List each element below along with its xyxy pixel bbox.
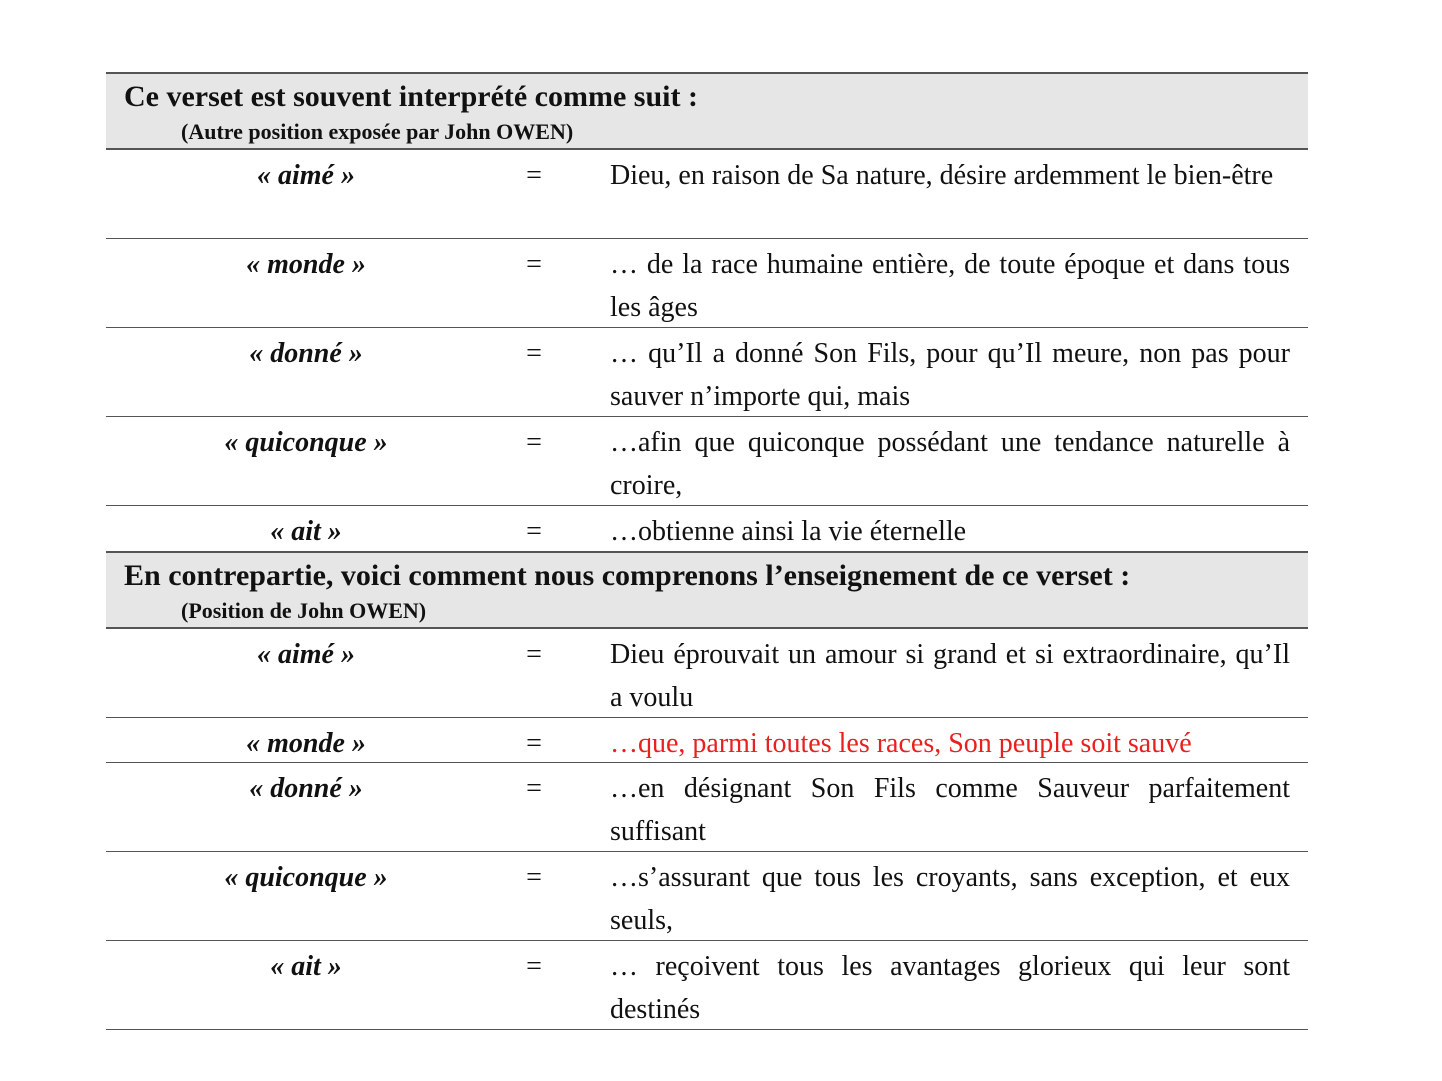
definition-cell: Dieu éprouvait un amour si grand et si extraordinaire, qu’Il a voulu (610, 639, 1290, 713)
term-cell: « aimé » (257, 160, 355, 191)
table-row (106, 417, 1308, 506)
equals-sign: = (526, 728, 542, 759)
section-subtitle: (Autre position exposée par John OWEN) (181, 119, 574, 144)
table-row (106, 718, 1308, 763)
equals-sign: = (526, 516, 542, 547)
term-cell: « donné » (249, 338, 363, 369)
section-title: Ce verset est souvent interprété comme suit : (124, 80, 698, 113)
table-row (106, 150, 1308, 239)
section-header-2 (106, 551, 1308, 629)
definition-cell: …afin que quiconque possédant une tendance naturelle à croire, (610, 427, 1290, 501)
term-cell: « aimé » (257, 639, 355, 670)
definition-cell: … qu’Il a donné Son Fils, pour qu’Il meure, non pas pour sauver n’importe qui, mais (610, 338, 1290, 412)
highlighted-definition-cell: …que, parmi toutes les races, Son peuple soit sauvé (610, 728, 1192, 759)
term-cell: « ait » (270, 951, 342, 982)
term-cell: « monde » (246, 728, 366, 759)
table-row (106, 629, 1308, 718)
section-header-1 (106, 72, 1308, 150)
section-subtitle: (Position de John OWEN) (181, 598, 427, 623)
table-row (106, 941, 1308, 1030)
term-cell: « quiconque » (224, 862, 388, 893)
equals-sign: = (526, 862, 542, 893)
equals-sign: = (526, 338, 542, 369)
definition-cell: … reçoivent tous les avantages glorieux qui leur sont destinés (610, 951, 1290, 1025)
equals-sign: = (526, 773, 542, 804)
definition-cell: …obtienne ainsi la vie éternelle (610, 516, 967, 547)
table-row (106, 763, 1308, 852)
definition-cell: Dieu, en raison de Sa nature, désire ardemment le bien-être (610, 160, 1274, 191)
definition-cell: …s’assurant que tous les croyants, sans exception, et eux seuls, (610, 862, 1290, 936)
equals-sign: = (526, 951, 542, 982)
equals-sign: = (526, 639, 542, 670)
equals-sign: = (526, 160, 542, 191)
definition-cell: …en désignant Son Fils comme Sauveur parfaitement suffisant (610, 773, 1290, 847)
term-cell: « monde » (246, 249, 366, 280)
definition-cell: … de la race humaine entière, de toute époque et dans tous les âges (610, 249, 1290, 323)
table-row (106, 239, 1308, 328)
table-row (106, 852, 1308, 941)
term-cell: « ait » (270, 516, 342, 547)
table-row (106, 506, 1308, 551)
comparison-table (106, 72, 1308, 1030)
section-title: En contrepartie, voici comment nous comprenons l’enseignement de ce verset : (124, 559, 1131, 592)
term-cell: « quiconque » (224, 427, 388, 458)
table-row (106, 328, 1308, 417)
term-cell: « donné » (249, 773, 363, 804)
equals-sign: = (526, 249, 542, 280)
equals-sign: = (526, 427, 542, 458)
